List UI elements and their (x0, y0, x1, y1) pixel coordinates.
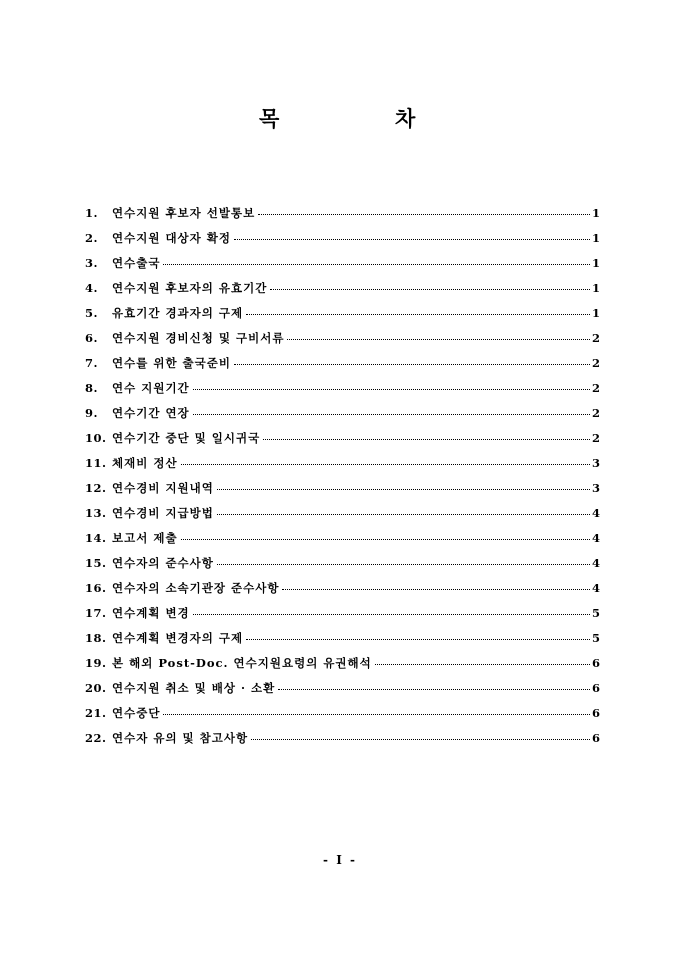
toc-entry-number: 5. (85, 305, 99, 320)
toc-entry-page: 3 (592, 480, 601, 495)
toc-entry-page: 1 (592, 230, 601, 245)
toc-dot-leader (193, 388, 590, 390)
toc-entry-label: 연수지원 취소 및 배상 · 소환 (112, 680, 276, 695)
toc-entry-page: 4 (592, 505, 601, 520)
toc-dot-leader (258, 213, 590, 215)
toc-dot-leader (193, 413, 590, 415)
toc-entry-page: 1 (592, 255, 601, 270)
toc-entry-label: 연수를 위한 출국준비 (112, 355, 231, 370)
toc-entry[interactable] (85, 450, 600, 475)
toc-entry-label: 유효기간 경과자의 구제 (112, 305, 244, 320)
page-title (0, 104, 680, 144)
toc-entry[interactable] (85, 225, 600, 250)
toc-entry-number: 22. (85, 730, 107, 745)
toc-entry[interactable] (85, 375, 600, 400)
toc-entry-label: 체재비 정산 (112, 455, 178, 470)
toc-entry-page: 2 (592, 355, 601, 370)
toc-entry-number: 12. (85, 480, 107, 495)
toc-entry-page: 1 (592, 205, 601, 220)
toc-dot-leader (217, 488, 590, 490)
toc-dot-leader (217, 513, 590, 515)
toc-entry[interactable] (85, 525, 600, 550)
toc-entry-page: 2 (592, 405, 601, 420)
toc-entry-page: 5 (592, 605, 601, 620)
toc-entry-label: 연수자 유의 및 참고사항 (112, 730, 249, 745)
toc-entry-number: 14. (85, 530, 107, 545)
toc-entry-label: 연수기간 연장 (112, 405, 190, 420)
toc-dot-leader (375, 663, 590, 665)
toc-dot-leader (181, 538, 590, 540)
page-title-right-char: 차 (395, 106, 416, 131)
toc-dot-leader (287, 338, 590, 340)
toc-dot-leader (246, 638, 590, 640)
toc-entry-label: 연수경비 지급방법 (112, 505, 214, 520)
toc-entry-label: 연수계획 변경자의 구제 (112, 630, 244, 645)
toc-entry[interactable] (85, 275, 600, 300)
toc-entry-number: 21. (85, 705, 107, 720)
toc-entry-number: 17. (85, 605, 107, 620)
toc-entry-label: 연수기간 중단 및 일시귀국 (112, 430, 261, 445)
toc-entry-page: 2 (592, 330, 601, 345)
toc-entry[interactable] (85, 425, 600, 450)
toc-entry-label: 연수경비 지원내역 (112, 480, 214, 495)
toc-entry[interactable] (85, 675, 600, 700)
toc-entry[interactable] (85, 400, 600, 425)
toc-entry[interactable] (85, 200, 600, 225)
toc-entry-label: 연수계획 변경 (112, 605, 190, 620)
toc-dot-leader (234, 363, 590, 365)
toc-entry-number: 20. (85, 680, 107, 695)
toc-entry-page: 5 (592, 630, 601, 645)
page-title-left-char: 목 (259, 106, 280, 131)
toc-dot-leader (234, 238, 590, 240)
toc-entry-page: 3 (592, 455, 601, 470)
toc-entry-label: 연수중단 (112, 705, 161, 720)
toc-entry[interactable] (85, 725, 600, 750)
toc-entry-label: 연수출국 (112, 255, 161, 270)
toc-entry[interactable] (85, 700, 600, 725)
toc-entry[interactable] (85, 300, 600, 325)
page-number-footer: - I - (323, 853, 357, 867)
toc-entry-label: 보고서 제출 (112, 530, 178, 545)
toc-dot-leader (163, 713, 590, 715)
toc-entry-page: 6 (592, 705, 601, 720)
toc-entry-label: 연수지원 대상자 확정 (112, 230, 231, 245)
toc-entry-page: 1 (592, 280, 601, 295)
toc-dot-leader (263, 438, 590, 440)
toc-entry-number: 9. (85, 405, 99, 420)
toc-entry[interactable] (85, 325, 600, 350)
toc-entry-number: 11. (85, 455, 107, 470)
toc-entry-page: 6 (592, 680, 601, 695)
toc-entry-number: 4. (85, 280, 99, 295)
toc-entry-page: 1 (592, 305, 601, 320)
toc-entry-label: 연수지원 후보자의 유효기간 (112, 280, 268, 295)
toc-entry[interactable] (85, 650, 600, 675)
toc-entry-page: 4 (592, 580, 601, 595)
toc-entry-label: 연수자의 소속기관장 준수사항 (112, 580, 280, 595)
toc-dot-leader (217, 563, 590, 565)
toc-entry-label: 본 해외 Post-Doc. 연수지원요령의 유권해석 (112, 655, 372, 670)
toc-dot-leader (193, 613, 590, 615)
toc-dot-leader (251, 738, 590, 740)
toc-entry[interactable] (85, 500, 600, 525)
toc-dot-leader (181, 463, 590, 465)
toc-entry-number: 15. (85, 555, 107, 570)
toc-entry-page: 2 (592, 380, 601, 395)
toc-entry-label: 연수지원 후보자 선발통보 (112, 205, 256, 220)
toc-entry-number: 19. (85, 655, 107, 670)
table-of-contents (85, 200, 600, 750)
toc-entry[interactable] (85, 250, 600, 275)
toc-entry-number: 8. (85, 380, 99, 395)
toc-entry[interactable] (85, 600, 600, 625)
toc-entry-label: 연수 지원기간 (112, 380, 190, 395)
toc-dot-leader (246, 313, 590, 315)
toc-entry-number: 1. (85, 205, 99, 220)
toc-entry-number: 2. (85, 230, 99, 245)
toc-entry-page: 4 (592, 555, 601, 570)
toc-entry-number: 10. (85, 430, 107, 445)
toc-entry-number: 18. (85, 630, 107, 645)
toc-entry-number: 6. (85, 330, 99, 345)
toc-entry-page: 6 (592, 730, 601, 745)
toc-dot-leader (270, 288, 590, 290)
toc-entry[interactable] (85, 350, 600, 375)
toc-entry-label: 연수자의 준수사항 (112, 555, 214, 570)
toc-entry[interactable] (85, 575, 600, 600)
toc-entry-number: 16. (85, 580, 107, 595)
toc-entry-number: 7. (85, 355, 99, 370)
toc-dot-leader (282, 588, 590, 590)
toc-dot-leader (163, 263, 590, 265)
toc-entry-number: 13. (85, 505, 107, 520)
toc-entry[interactable] (85, 475, 600, 500)
toc-entry-page: 2 (592, 430, 601, 445)
toc-entry-page: 6 (592, 655, 601, 670)
toc-entry-number: 3. (85, 255, 99, 270)
toc-entry-label: 연수지원 경비신청 및 구비서류 (112, 330, 285, 345)
toc-entry-page: 4 (592, 530, 601, 545)
toc-dot-leader (278, 688, 590, 690)
toc-entry[interactable] (85, 550, 600, 575)
toc-entry[interactable] (85, 625, 600, 650)
